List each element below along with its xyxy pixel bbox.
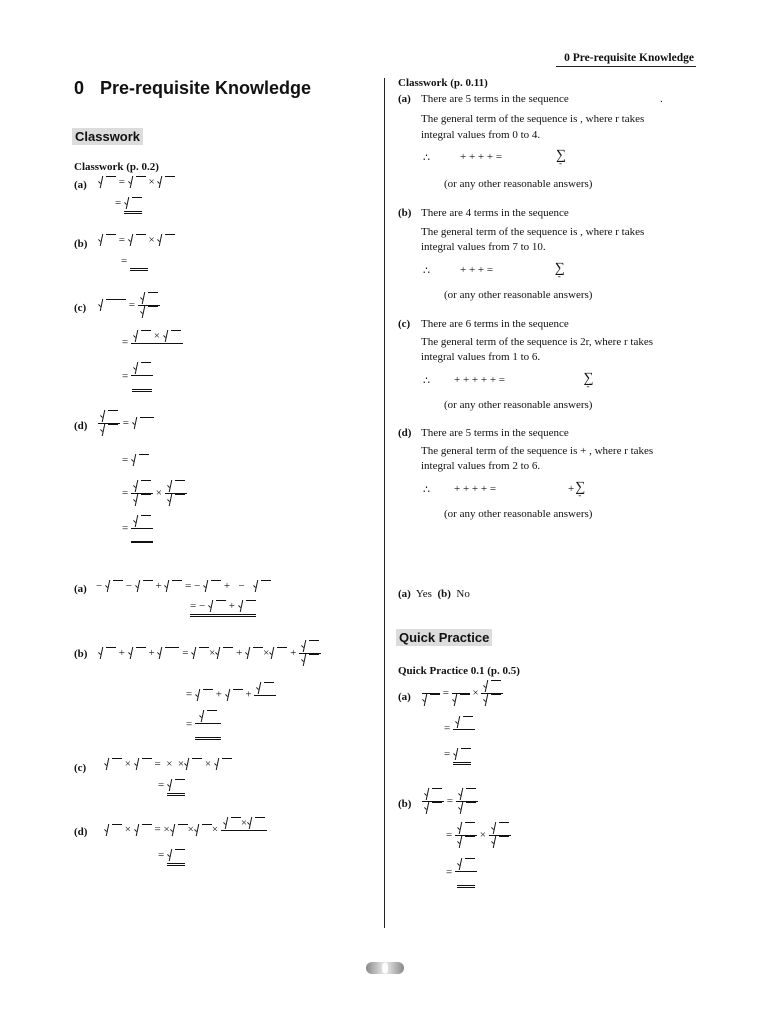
seq-d-expr: + + + + = <box>454 483 497 495</box>
sqrt-icon <box>269 647 287 660</box>
sqrt-icon <box>223 817 241 830</box>
part-a-line1: = × <box>98 176 175 189</box>
sqrt-icon <box>98 299 126 312</box>
sqrt-icon <box>225 689 243 702</box>
seq-c-line1: There are 6 terms in the sequence <box>421 318 569 330</box>
sqrt-icon <box>422 694 440 707</box>
sqrt-icon <box>157 647 179 660</box>
part2-c-line2: = <box>158 779 185 796</box>
sqrt-icon <box>452 694 470 707</box>
seq-d-line2: The general term of the sequence is + , where r takes <box>421 445 654 457</box>
part-a-label: (a) <box>74 179 87 191</box>
seq-a-line3: integral values from 0 to 4. <box>421 129 541 141</box>
sqrt-icon <box>128 176 146 189</box>
seq-d-note: (or any other reasonable answers) <box>444 508 593 520</box>
section-quick-practice: Quick Practice <box>396 629 492 646</box>
part-d-line4: = <box>122 515 153 543</box>
sqrt-icon <box>253 580 271 593</box>
page-number-tab <box>366 962 404 974</box>
sqrt-icon <box>247 817 265 830</box>
part2-d-line2: = <box>158 849 185 866</box>
sqrt-icon <box>301 640 319 653</box>
sqrt-icon <box>167 849 185 862</box>
seq-a-line1: There are 5 terms in the sequence <box>421 93 569 105</box>
sqrt-icon <box>100 410 118 423</box>
sqrt-icon <box>455 716 473 729</box>
seq-d-label: (d) <box>398 427 412 439</box>
sqrt-icon <box>133 480 151 493</box>
sqrt-icon <box>132 417 154 430</box>
qp-a-line3: = <box>444 748 471 765</box>
sqrt-icon <box>424 788 442 801</box>
sqrt-icon <box>133 330 151 343</box>
sigma-icon: ∑ - <box>575 480 585 496</box>
part2-d-line1: × = × × × × <box>104 817 267 843</box>
seq-a-expr: + + + + = <box>460 151 503 163</box>
part-d-line2: = <box>122 454 149 467</box>
seq-b-expr: + + + = <box>460 264 494 276</box>
part-c-line2: = × <box>122 330 183 356</box>
seq-a-line1-end: . <box>660 93 663 105</box>
sqrt-icon <box>457 836 475 849</box>
sqrt-icon <box>167 494 185 507</box>
part2-b-line2: = + + <box>186 682 276 708</box>
sqrt-icon <box>301 654 319 667</box>
sqrt-icon <box>134 824 152 837</box>
sqrt-icon <box>133 494 151 507</box>
section-classwork: Classwork <box>72 128 143 145</box>
yes-no-answers: (a) Yes (b) No <box>398 588 470 600</box>
sqrt-icon <box>133 515 151 528</box>
seq-b-label: (b) <box>398 207 412 219</box>
part-b-label: (b) <box>74 238 88 250</box>
sqrt-icon <box>164 580 182 593</box>
sqrt-icon <box>163 330 181 343</box>
qp-a-line1: = × <box>422 680 503 707</box>
sqrt-icon <box>424 802 442 815</box>
sqrt-icon <box>184 758 202 771</box>
part-d-line1: = <box>98 410 154 437</box>
part-b-line1: = × <box>98 234 175 247</box>
sqrt-icon <box>238 600 256 613</box>
sqrt-icon <box>457 858 475 871</box>
qp-a-label: (a) <box>398 691 411 703</box>
seq-c-line3: integral values from 1 to 6. <box>421 351 541 363</box>
sqrt-icon <box>195 689 213 702</box>
part2-c-line1: × = × × × <box>104 758 232 771</box>
part-c-line1: = <box>98 292 160 319</box>
quick-practice-title: Quick Practice 0.1 (p. 0.5) <box>398 665 520 677</box>
sqrt-icon <box>157 176 175 189</box>
sqrt-icon <box>140 292 158 305</box>
seq-a-label: (a) <box>398 93 411 105</box>
seq-c-therefore: ∴ <box>423 375 430 387</box>
sqrt-icon <box>135 580 153 593</box>
sqrt-icon <box>134 758 152 771</box>
chapter-title-text: Pre-requisite Knowledge <box>100 78 312 98</box>
seq-b-line3: integral values from 7 to 10. <box>421 241 546 253</box>
part2-a-label: (a) <box>74 583 87 595</box>
part2-a-line1: − − + = − + − <box>96 580 271 593</box>
seq-d-line3: integral values from 2 to 6. <box>421 460 541 472</box>
sqrt-icon <box>208 600 226 613</box>
seq-a-line2: The general term of the sequence is , where r takes <box>421 113 645 125</box>
sqrt-icon <box>170 824 188 837</box>
seq-d-expr-tail: + <box>568 483 575 495</box>
sqrt-icon <box>131 454 149 467</box>
sqrt-icon <box>483 694 501 707</box>
sqrt-icon <box>191 647 209 660</box>
part-c-label: (c) <box>74 302 87 314</box>
seq-d-therefore: ∴ <box>423 484 430 496</box>
part2-a-line2: = − + <box>190 600 256 617</box>
seq-c-expr: + + + + + = <box>454 374 505 386</box>
seq-a-therefore: ∴ <box>423 152 430 164</box>
sqrt-icon <box>157 234 175 247</box>
sqrt-icon <box>167 480 185 493</box>
sqrt-icon <box>100 424 118 437</box>
part-b-line2: = <box>121 255 148 271</box>
running-header: 0 Pre-requisite Knowledge <box>564 52 694 64</box>
sqrt-icon <box>458 788 476 801</box>
part2-b-line1: + + = × + × + <box>98 640 321 667</box>
header-rule <box>556 66 696 67</box>
column-divider <box>384 78 385 928</box>
sqrt-icon <box>256 682 274 695</box>
qp-a-line2: = <box>444 716 475 742</box>
seq-a-note: (or any other reasonable answers) <box>444 178 593 190</box>
sqrt-icon <box>98 647 116 660</box>
seq-b-note: (or any other reasonable answers) <box>444 289 593 301</box>
qp-b-label: (b) <box>398 798 412 810</box>
sqrt-icon <box>167 779 185 792</box>
qp-b-line1: = <box>422 788 478 815</box>
seq-c-label: (c) <box>398 318 411 330</box>
sigma-icon: ∑ - <box>583 371 593 387</box>
sqrt-icon <box>245 647 263 660</box>
part2-d-label: (d) <box>74 826 88 838</box>
part-d-line3: = × <box>122 480 187 507</box>
sqrt-icon <box>140 306 158 319</box>
seq-b-line2: The general term of the sequence is , where r takes <box>421 226 645 238</box>
part2-b-label: (b) <box>74 648 88 660</box>
chapter-title <box>74 78 311 99</box>
sqrt-icon <box>214 758 232 771</box>
sqrt-icon <box>104 824 122 837</box>
sqrt-icon <box>104 758 122 771</box>
sqrt-icon <box>98 234 116 247</box>
sqrt-icon <box>203 580 221 593</box>
sqrt-icon <box>105 580 123 593</box>
seq-c-note: (or any other reasonable answers) <box>444 399 593 411</box>
part-a-line2: = <box>115 197 142 214</box>
part-c-line3: = <box>122 362 153 392</box>
sqrt-icon <box>215 647 233 660</box>
seq-c-line2: The general term of the sequence is 2r, where r takes <box>421 336 653 348</box>
sqrt-icon <box>128 234 146 247</box>
classwork-title-left: Classwork (p. 0.2) <box>74 161 159 173</box>
sigma-icon: ∑ - <box>556 148 566 164</box>
sqrt-icon <box>133 362 151 375</box>
sqrt-icon <box>128 647 146 660</box>
part-d-label: (d) <box>74 420 88 432</box>
sigma-icon: ∑ - <box>555 261 565 277</box>
sqrt-icon <box>457 822 475 835</box>
sqrt-icon <box>453 748 471 761</box>
sqrt-icon <box>98 176 116 189</box>
sqrt-icon <box>483 680 501 693</box>
sqrt-icon <box>458 802 476 815</box>
seq-d-line1: There are 5 terms in the sequence <box>421 427 569 439</box>
sqrt-icon <box>194 824 212 837</box>
seq-b-line1: There are 4 terms in the sequence <box>421 207 569 219</box>
sqrt-icon <box>491 836 509 849</box>
chapter-number: 0 <box>74 78 85 98</box>
classwork-title-right: Classwork (p. 0.11) <box>398 77 488 89</box>
sqrt-icon <box>124 197 142 210</box>
qp-b-line2: = × <box>446 822 511 849</box>
sqrt-icon <box>491 822 509 835</box>
part2-b-line3: = <box>186 710 221 740</box>
part2-c-label: (c) <box>74 762 87 774</box>
sqrt-icon <box>199 710 217 723</box>
seq-b-therefore: ∴ <box>423 265 430 277</box>
qp-b-line3: = <box>446 858 477 888</box>
